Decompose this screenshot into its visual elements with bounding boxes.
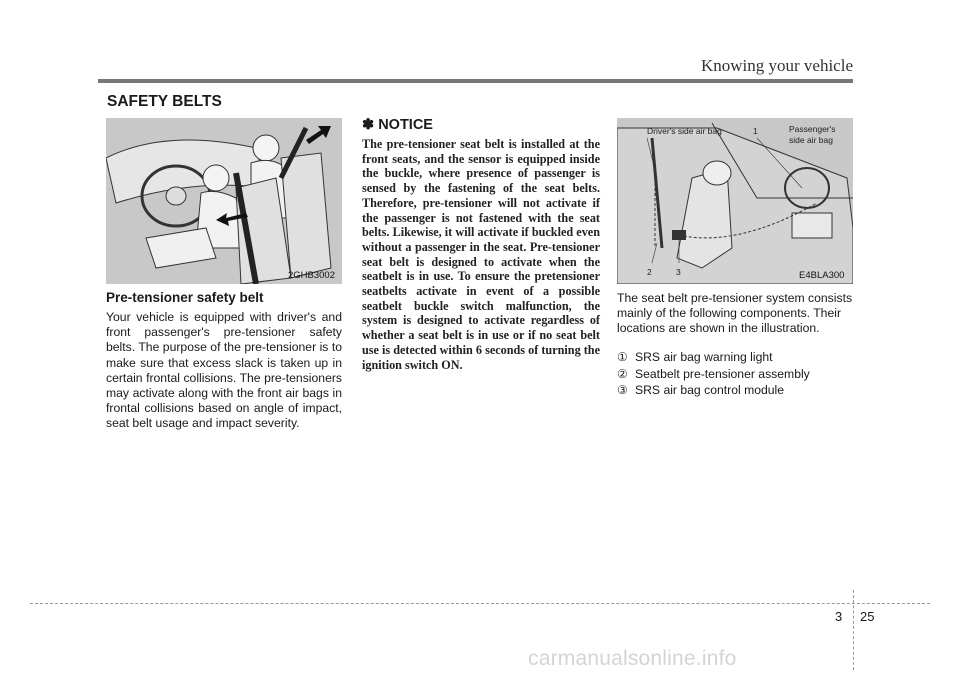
notice-heading — [362, 117, 433, 133]
footer-rule — [30, 603, 930, 604]
item-label: SRS air bag control module — [635, 383, 785, 397]
running-header: Knowing your vehicle — [700, 56, 853, 75]
component-locations-drawing — [617, 118, 853, 284]
components-intro: The seat belt pre-tensioner system consists mainly of the following components. Their locations are shown in the illustration. — [617, 291, 853, 336]
notice-icon: ✽ — [362, 117, 375, 133]
watermark: carmanualsonline.info — [528, 647, 737, 670]
item-number: ① — [617, 350, 628, 364]
label-driver-airbag: Driver's side air bag — [647, 126, 722, 136]
list-item — [617, 382, 855, 399]
item-number: ③ — [617, 383, 628, 397]
subsection-title: Pre-tensioner safety belt — [106, 290, 264, 305]
pretensioner-illustration — [106, 118, 342, 284]
section-title: SAFETY BELTS — [107, 93, 222, 110]
label-3: 3 — [676, 267, 681, 277]
footer-divider — [853, 590, 854, 670]
item-label: SRS air bag warning light — [635, 350, 773, 364]
chapter-number: 3 — [835, 609, 843, 624]
header-rule — [98, 79, 853, 83]
page-number: 25 — [860, 609, 875, 624]
notice-body: The pre-tensioner seat belt is installed at the front seats, and the sensor is equipped inside the buckle, where presence of passenger is sensed by the fastening of the seat belts. Therefore, pre-tensioner will not activate if the passenger is not fastened with the seat belts. Likewise, it will activate if buckled even without a passenger in the seat. Pre-tensioner seat belt is designed to activate when the seatbelt is in use. To ensure the pretensioner seatbelts activate in event of a possible seatbelt buckle switch malfunction, the system is designed to activate regardless of whether a seat belt is in use or if no seat belt use is detected within 6 seconds of turning the ignition switch ON. — [362, 137, 600, 372]
notice-label: NOTICE — [378, 117, 433, 133]
car-interior-drawing — [106, 118, 342, 284]
components-list — [617, 349, 855, 399]
figure-code: E4BLA300 — [799, 270, 845, 281]
label-passenger-airbag-line2: side air bag — [789, 135, 833, 145]
label-1: 1 — [753, 126, 758, 136]
label-passenger-airbag-line1: Passenger's — [789, 124, 836, 134]
item-number: ② — [617, 366, 628, 381]
list-item — [617, 366, 855, 383]
label-2: 2 — [647, 267, 652, 277]
figure-code: 2GHB3002 — [288, 270, 336, 281]
list-item — [617, 349, 855, 366]
components-illustration — [617, 118, 853, 284]
item-label: Seatbelt pre-tensioner assembly — [635, 366, 810, 381]
pretensioner-description: Your vehicle is equipped with driver's and front passenger's pre-tensioner safety belts. The purpose of the pre-tensioner is to make sure that excess slack is taken up in certain frontal collisions. The pre-tensioners may activate along with the front air bags in frontal collisions based on angle of impact, seat belt usage and impact severity. — [106, 310, 342, 431]
